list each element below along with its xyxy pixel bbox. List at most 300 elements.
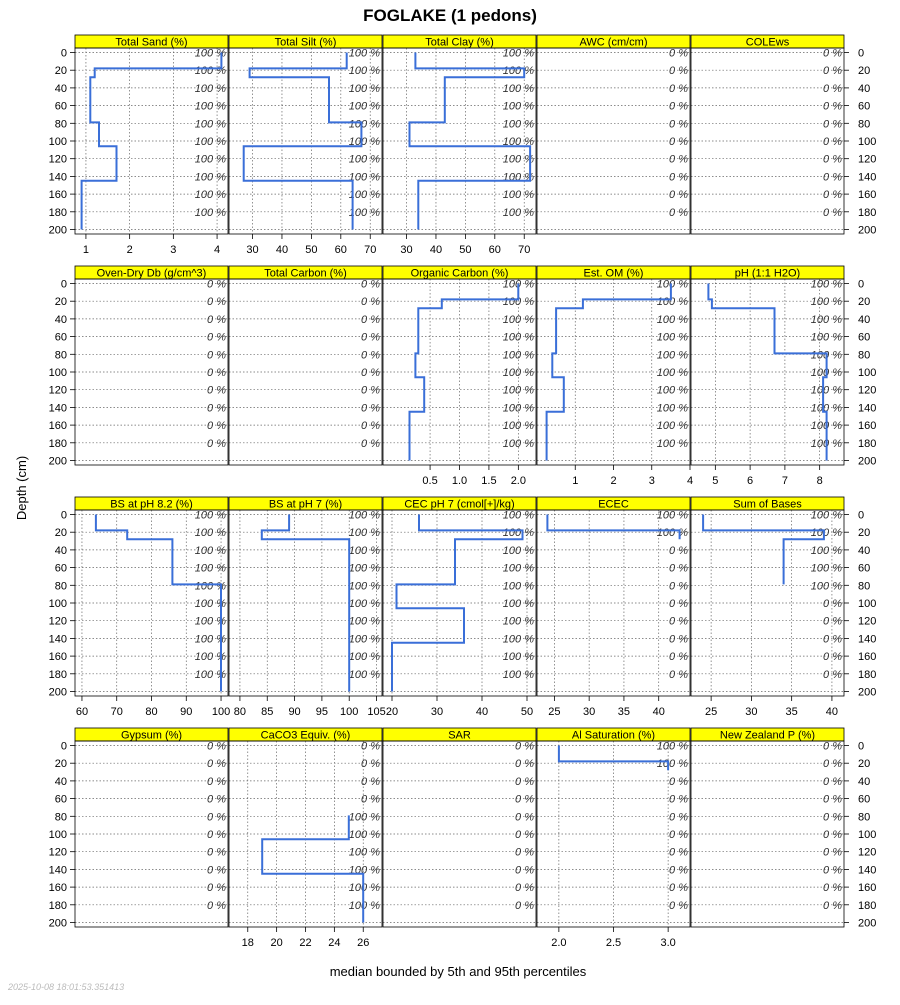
- coverage-annotation: 100 %: [656, 509, 688, 522]
- coverage-annotation: 0 %: [207, 811, 226, 824]
- panel: [229, 266, 382, 465]
- y-tick-label: 0: [858, 278, 865, 291]
- x-tick-label: 100: [211, 706, 231, 718]
- y-tick-label: 120: [48, 153, 67, 166]
- coverage-annotation: 100 %: [810, 437, 842, 450]
- coverage-annotation: 0 %: [669, 118, 688, 131]
- coverage-annotation: 100 %: [656, 367, 688, 379]
- coverage-annotation: 0 %: [669, 882, 688, 895]
- coverage-annotation: 100 %: [502, 509, 534, 522]
- y-tick-label: 100: [858, 598, 877, 610]
- coverage-annotation: 100 %: [348, 668, 380, 681]
- coverage-annotation: 100 %: [656, 758, 688, 771]
- coverage-annotation: 100 %: [810, 349, 842, 362]
- panel-title: AWC (cm/cm): [579, 36, 648, 49]
- coverage-annotation: 100 %: [502, 189, 534, 202]
- coverage-annotation: 100 %: [502, 437, 534, 450]
- x-tick-label: 2.0: [510, 475, 526, 487]
- y-tick-label: 80: [54, 349, 67, 362]
- coverage-annotation: 100 %: [502, 100, 534, 113]
- coverage-annotation: 0 %: [823, 846, 842, 859]
- x-tick-label: 50: [459, 244, 472, 256]
- x-tick-label: 2.0: [551, 937, 567, 949]
- coverage-annotation: 100 %: [348, 100, 380, 113]
- x-tick-label: 35: [785, 706, 798, 718]
- y-tick-label: 100: [48, 829, 67, 841]
- y-tick-label: 140: [858, 864, 877, 877]
- coverage-annotation: 100 %: [348, 580, 380, 593]
- coverage-annotation: 100 %: [194, 82, 226, 95]
- y-tick-label: 40: [858, 82, 871, 95]
- panel: [691, 728, 876, 930]
- y-tick-label: 180: [48, 206, 67, 219]
- y-tick-label: 180: [858, 206, 877, 219]
- coverage-annotation: 100 %: [194, 100, 226, 113]
- coverage-annotation: 100 %: [656, 331, 688, 344]
- coverage-annotation: 0 %: [669, 668, 688, 681]
- coverage-annotation: 100 %: [810, 420, 842, 433]
- coverage-annotation: 100 %: [810, 278, 842, 291]
- coverage-annotation: 0 %: [207, 313, 226, 326]
- coverage-annotation: 0 %: [669, 100, 688, 113]
- coverage-annotation: 100 %: [194, 668, 226, 681]
- coverage-annotation: 0 %: [669, 171, 688, 184]
- panel-title: CaCO3 Equiv. (%): [260, 729, 351, 742]
- x-tick-label: 0.5: [422, 475, 438, 487]
- x-tick-label: 2: [126, 244, 133, 256]
- y-axis-label: Depth (cm): [14, 455, 29, 521]
- y-tick-label: 60: [54, 793, 67, 806]
- y-tick-label: 80: [858, 580, 871, 593]
- coverage-annotation: 100 %: [194, 65, 226, 78]
- coverage-annotation: 0 %: [823, 651, 842, 664]
- coverage-annotation: 0 %: [361, 331, 380, 344]
- y-tick-label: 200: [858, 917, 877, 930]
- y-tick-label: 80: [858, 811, 871, 824]
- coverage-annotation: 100 %: [348, 118, 380, 131]
- coverage-annotation: 0 %: [207, 882, 226, 895]
- coverage-annotation: 0 %: [207, 793, 226, 806]
- x-tick-label: 70: [364, 244, 377, 256]
- coverage-annotation: 100 %: [502, 544, 534, 557]
- coverage-annotation: 0 %: [823, 598, 842, 610]
- panel-title: Total Carbon (%): [264, 267, 347, 280]
- coverage-annotation: 100 %: [502, 47, 534, 60]
- panel-title: New Zealand P (%): [719, 729, 816, 742]
- coverage-annotation: 100 %: [348, 899, 380, 912]
- x-tick-label: 3: [170, 244, 177, 256]
- y-tick-label: 140: [48, 864, 67, 877]
- coverage-annotation: 0 %: [823, 775, 842, 788]
- y-tick-label: 100: [48, 598, 67, 610]
- panel-title: pH (1:1 H2O): [734, 267, 801, 280]
- coverage-annotation: 0 %: [515, 899, 534, 912]
- coverage-annotation: 100 %: [348, 811, 380, 824]
- y-tick-label: 140: [858, 171, 877, 184]
- coverage-annotation: 100 %: [348, 509, 380, 522]
- x-tick-label: 4: [214, 244, 221, 256]
- coverage-annotation: 0 %: [361, 313, 380, 326]
- x-tick-label: 80: [233, 706, 247, 718]
- x-tick-label: 8: [816, 475, 823, 487]
- coverage-annotation: 0 %: [823, 811, 842, 824]
- coverage-annotation: 100 %: [194, 206, 226, 219]
- x-tick-label: 105: [367, 706, 386, 718]
- y-tick-label: 200: [48, 917, 67, 930]
- x-tick-label: 40: [275, 244, 289, 256]
- coverage-annotation: 100 %: [810, 544, 842, 557]
- y-tick-label: 160: [48, 651, 67, 664]
- coverage-annotation: 100 %: [656, 740, 688, 753]
- x-tick-label: 7: [781, 475, 788, 487]
- coverage-annotation: 0 %: [823, 153, 842, 166]
- coverage-annotation: 100 %: [502, 367, 534, 379]
- y-tick-label: 40: [54, 544, 67, 557]
- y-tick-label: 60: [858, 793, 871, 806]
- y-tick-label: 0: [60, 740, 67, 753]
- y-tick-label: 40: [54, 82, 67, 95]
- coverage-annotation: 100 %: [194, 598, 226, 610]
- y-tick-label: 60: [858, 100, 871, 113]
- timestamp: 2025-10-08 18:01:53.351413: [8, 982, 125, 992]
- coverage-annotation: 0 %: [823, 633, 842, 646]
- coverage-annotation: 0 %: [515, 740, 534, 753]
- panel: [383, 497, 536, 718]
- coverage-annotation: 100 %: [348, 171, 380, 184]
- coverage-annotation: 0 %: [669, 615, 688, 628]
- panel: [383, 728, 536, 927]
- coverage-annotation: 0 %: [669, 65, 688, 78]
- panel-title: Al Saturation (%): [571, 729, 656, 742]
- y-tick-label: 160: [48, 420, 67, 433]
- y-tick-label: 100: [48, 136, 67, 148]
- x-tick-label: 70: [518, 244, 531, 256]
- x-tick-label: 40: [475, 706, 489, 718]
- y-tick-label: 0: [858, 509, 865, 522]
- coverage-annotation: 0 %: [207, 278, 226, 291]
- coverage-annotation: 100 %: [502, 580, 534, 593]
- y-tick-label: 100: [858, 367, 877, 379]
- coverage-annotation: 0 %: [207, 899, 226, 912]
- coverage-annotation: 0 %: [207, 846, 226, 859]
- x-tick-label: 40: [825, 706, 839, 718]
- coverage-annotation: 0 %: [207, 420, 226, 433]
- coverage-annotation: 100 %: [810, 313, 842, 326]
- coverage-annotation: 0 %: [207, 384, 226, 397]
- coverage-annotation: 0 %: [669, 775, 688, 788]
- panel-title: Gypsum (%): [120, 729, 183, 742]
- y-tick-label: 140: [858, 402, 877, 415]
- y-tick-label: 20: [858, 527, 871, 540]
- x-tick-label: 35: [617, 706, 631, 718]
- y-tick-label: 120: [48, 615, 67, 628]
- panel-title: Organic Carbon (%): [410, 267, 509, 280]
- x-tick-label: 20: [270, 937, 283, 949]
- y-tick-label: 0: [60, 509, 67, 522]
- panel-title: Total Silt (%): [274, 36, 337, 49]
- y-tick-label: 180: [48, 437, 67, 450]
- x-tick-label: 30: [583, 706, 596, 718]
- y-tick-label: 60: [858, 562, 871, 575]
- y-tick-label: 160: [858, 651, 877, 664]
- coverage-annotation: 0 %: [207, 349, 226, 362]
- y-tick-label: 160: [858, 189, 877, 202]
- y-tick-label: 80: [54, 580, 67, 593]
- coverage-annotation: 0 %: [669, 136, 688, 148]
- y-tick-label: 0: [858, 740, 865, 753]
- coverage-annotation: 0 %: [669, 206, 688, 219]
- panel: [229, 35, 382, 256]
- panel-title: SAR: [448, 729, 471, 742]
- coverage-annotation: 0 %: [361, 367, 380, 379]
- coverage-annotation: 0 %: [823, 615, 842, 628]
- coverage-annotation: 0 %: [669, 544, 688, 557]
- x-tick-label: 25: [548, 706, 561, 718]
- coverage-annotation: 0 %: [207, 437, 226, 450]
- coverage-annotation: 100 %: [348, 153, 380, 166]
- y-tick-label: 180: [48, 899, 67, 912]
- y-tick-label: 200: [858, 224, 877, 237]
- coverage-annotation: 0 %: [669, 562, 688, 575]
- y-tick-label: 200: [48, 686, 67, 699]
- coverage-annotation: 100 %: [348, 829, 380, 841]
- coverage-annotation: 0 %: [823, 668, 842, 681]
- panel-title: Oven-Dry Db (g/cm^3): [96, 267, 207, 280]
- x-tick-label: 60: [334, 244, 347, 256]
- x-tick-label: 20: [385, 706, 399, 718]
- coverage-annotation: 100 %: [194, 47, 226, 60]
- y-tick-label: 20: [858, 296, 871, 309]
- panel: [49, 35, 228, 256]
- coverage-annotation: 0 %: [669, 864, 688, 877]
- y-tick-label: 180: [858, 668, 877, 681]
- coverage-annotation: 0 %: [823, 100, 842, 113]
- coverage-annotation: 100 %: [348, 846, 380, 859]
- coverage-annotation: 0 %: [361, 384, 380, 397]
- panel: [49, 728, 228, 930]
- coverage-annotation: 100 %: [810, 296, 842, 309]
- panel-title: Est. OM (%): [583, 267, 644, 280]
- coverage-annotation: 100 %: [502, 615, 534, 628]
- x-tick-label: 1: [82, 244, 89, 256]
- coverage-annotation: 100 %: [194, 651, 226, 664]
- panel: [537, 497, 690, 718]
- x-tick-label: 90: [288, 706, 301, 718]
- x-tick-label: 30: [745, 706, 758, 718]
- x-tick-label: 3.0: [660, 937, 676, 949]
- coverage-annotation: 100 %: [194, 527, 226, 540]
- x-tick-label: 22: [299, 937, 312, 949]
- coverage-annotation: 100 %: [810, 527, 842, 540]
- panel-grid: [49, 35, 877, 949]
- y-tick-label: 80: [858, 349, 871, 362]
- coverage-annotation: 100 %: [348, 189, 380, 202]
- panel: [537, 35, 690, 234]
- coverage-annotation: 0 %: [515, 811, 534, 824]
- coverage-annotation: 100 %: [502, 668, 534, 681]
- coverage-annotation: 100 %: [656, 349, 688, 362]
- coverage-annotation: 0 %: [669, 598, 688, 610]
- coverage-annotation: 100 %: [502, 384, 534, 397]
- coverage-annotation: 100 %: [810, 580, 842, 593]
- panel-title: Total Sand (%): [115, 36, 188, 49]
- coverage-annotation: 100 %: [348, 206, 380, 219]
- y-tick-label: 200: [48, 224, 67, 237]
- x-tick-label: 26: [357, 937, 370, 949]
- y-tick-label: 140: [858, 633, 877, 646]
- x-tick-label: 85: [261, 706, 274, 718]
- coverage-annotation: 0 %: [361, 775, 380, 788]
- coverage-annotation: 100 %: [348, 651, 380, 664]
- panel: [383, 266, 536, 487]
- panel: [537, 266, 693, 487]
- y-tick-label: 120: [858, 153, 877, 166]
- y-tick-label: 120: [858, 615, 877, 628]
- coverage-annotation: 100 %: [502, 65, 534, 78]
- coverage-annotation: 0 %: [207, 829, 226, 841]
- x-tick-label: 2.5: [605, 937, 622, 949]
- y-tick-label: 200: [48, 455, 67, 468]
- coverage-annotation: 100 %: [502, 633, 534, 646]
- coverage-annotation: 100 %: [502, 136, 534, 148]
- coverage-annotation: 0 %: [515, 864, 534, 877]
- coverage-annotation: 100 %: [656, 384, 688, 397]
- coverage-annotation: 100 %: [194, 118, 226, 131]
- coverage-annotation: 0 %: [207, 331, 226, 344]
- coverage-annotation: 100 %: [194, 136, 226, 148]
- y-tick-label: 40: [54, 775, 67, 788]
- coverage-annotation: 0 %: [515, 758, 534, 771]
- y-tick-label: 20: [858, 758, 871, 771]
- coverage-annotation: 0 %: [669, 829, 688, 841]
- coverage-annotation: 0 %: [207, 740, 226, 753]
- coverage-annotation: 0 %: [823, 899, 842, 912]
- x-tick-label: 3: [648, 475, 655, 487]
- coverage-annotation: 100 %: [502, 651, 534, 664]
- coverage-annotation: 100 %: [348, 527, 380, 540]
- coverage-annotation: 0 %: [361, 278, 380, 291]
- coverage-annotation: 0 %: [823, 882, 842, 895]
- coverage-annotation: 100 %: [502, 278, 534, 291]
- y-tick-label: 120: [48, 384, 67, 397]
- coverage-annotation: 100 %: [194, 615, 226, 628]
- coverage-annotation: 100 %: [502, 313, 534, 326]
- panel-title: Total Clay (%): [425, 36, 494, 49]
- panel: [49, 497, 231, 718]
- y-tick-label: 0: [60, 47, 67, 60]
- coverage-annotation: 100 %: [656, 278, 688, 291]
- coverage-annotation: 0 %: [823, 758, 842, 771]
- y-tick-label: 80: [54, 118, 67, 131]
- x-tick-label: 50: [520, 706, 534, 718]
- coverage-annotation: 0 %: [669, 811, 688, 824]
- coverage-annotation: 100 %: [194, 171, 226, 184]
- coverage-annotation: 0 %: [361, 420, 380, 433]
- coverage-annotation: 100 %: [194, 153, 226, 166]
- coverage-annotation: 100 %: [194, 189, 226, 202]
- x-tick-label: 100: [340, 706, 359, 718]
- coverage-annotation: 100 %: [348, 598, 380, 610]
- coverage-annotation: 100 %: [502, 598, 534, 610]
- panel: [383, 35, 536, 256]
- x-tick-label: 50: [305, 244, 318, 256]
- coverage-annotation: 100 %: [656, 437, 688, 450]
- panel-title: CEC pH 7 (cmol[+]/kg): [404, 498, 515, 511]
- x-tick-label: 30: [246, 244, 259, 256]
- coverage-annotation: 0 %: [207, 758, 226, 771]
- coverage-annotation: 100 %: [194, 580, 226, 593]
- y-tick-label: 120: [858, 384, 877, 397]
- coverage-annotation: 0 %: [515, 882, 534, 895]
- y-tick-label: 160: [858, 420, 877, 433]
- y-tick-label: 60: [54, 562, 67, 575]
- coverage-annotation: 100 %: [656, 527, 688, 540]
- panel-title: COLEws: [745, 36, 790, 49]
- x-tick-label: 1: [572, 475, 579, 487]
- panel-title: ECEC: [598, 498, 629, 511]
- coverage-annotation: 100 %: [656, 402, 688, 415]
- panel-title: Sum of Bases: [733, 498, 802, 511]
- y-tick-label: 160: [858, 882, 877, 895]
- x-tick-label: 5: [712, 475, 719, 487]
- panel: [691, 35, 876, 237]
- coverage-annotation: 0 %: [669, 189, 688, 202]
- y-tick-label: 180: [48, 668, 67, 681]
- coverage-annotation: 100 %: [348, 562, 380, 575]
- coverage-annotation: 100 %: [348, 65, 380, 78]
- y-tick-label: 180: [858, 437, 877, 450]
- coverage-annotation: 0 %: [207, 864, 226, 877]
- coverage-annotation: 0 %: [823, 793, 842, 806]
- coverage-annotation: 0 %: [823, 740, 842, 753]
- y-tick-label: 60: [54, 331, 67, 344]
- y-tick-label: 80: [858, 118, 871, 131]
- y-tick-label: 160: [48, 189, 67, 202]
- coverage-annotation: 0 %: [823, 864, 842, 877]
- panel: [691, 497, 876, 718]
- coverage-annotation: 0 %: [669, 651, 688, 664]
- coverage-annotation: 0 %: [361, 758, 380, 771]
- x-tick-label: 95: [315, 706, 329, 718]
- x-tick-label: 4: [686, 475, 694, 487]
- coverage-annotation: 100 %: [502, 527, 534, 540]
- coverage-annotation: 0 %: [515, 793, 534, 806]
- y-tick-label: 0: [60, 278, 67, 291]
- coverage-annotation: 100 %: [348, 136, 380, 148]
- panel: [229, 728, 382, 949]
- x-tick-label: 2: [610, 475, 617, 487]
- y-tick-label: 60: [54, 100, 67, 113]
- x-tick-label: 40: [652, 706, 665, 718]
- y-tick-label: 20: [54, 758, 67, 771]
- y-tick-label: 200: [858, 686, 877, 699]
- coverage-annotation: 100 %: [194, 633, 226, 646]
- coverage-annotation: 0 %: [515, 846, 534, 859]
- coverage-annotation: 100 %: [348, 633, 380, 646]
- x-tick-label: 30: [430, 706, 444, 718]
- y-tick-label: 40: [54, 313, 67, 326]
- y-tick-label: 200: [858, 455, 877, 468]
- coverage-annotation: 0 %: [823, 171, 842, 184]
- x-tick-label: 60: [75, 706, 89, 718]
- coverage-annotation: 0 %: [669, 580, 688, 593]
- coverage-annotation: 0 %: [669, 793, 688, 806]
- x-tick-label: 25: [705, 706, 718, 718]
- coverage-annotation: 100 %: [348, 882, 380, 895]
- coverage-annotation: 100 %: [502, 562, 534, 575]
- coverage-annotation: 100 %: [810, 331, 842, 344]
- y-tick-label: 160: [48, 882, 67, 895]
